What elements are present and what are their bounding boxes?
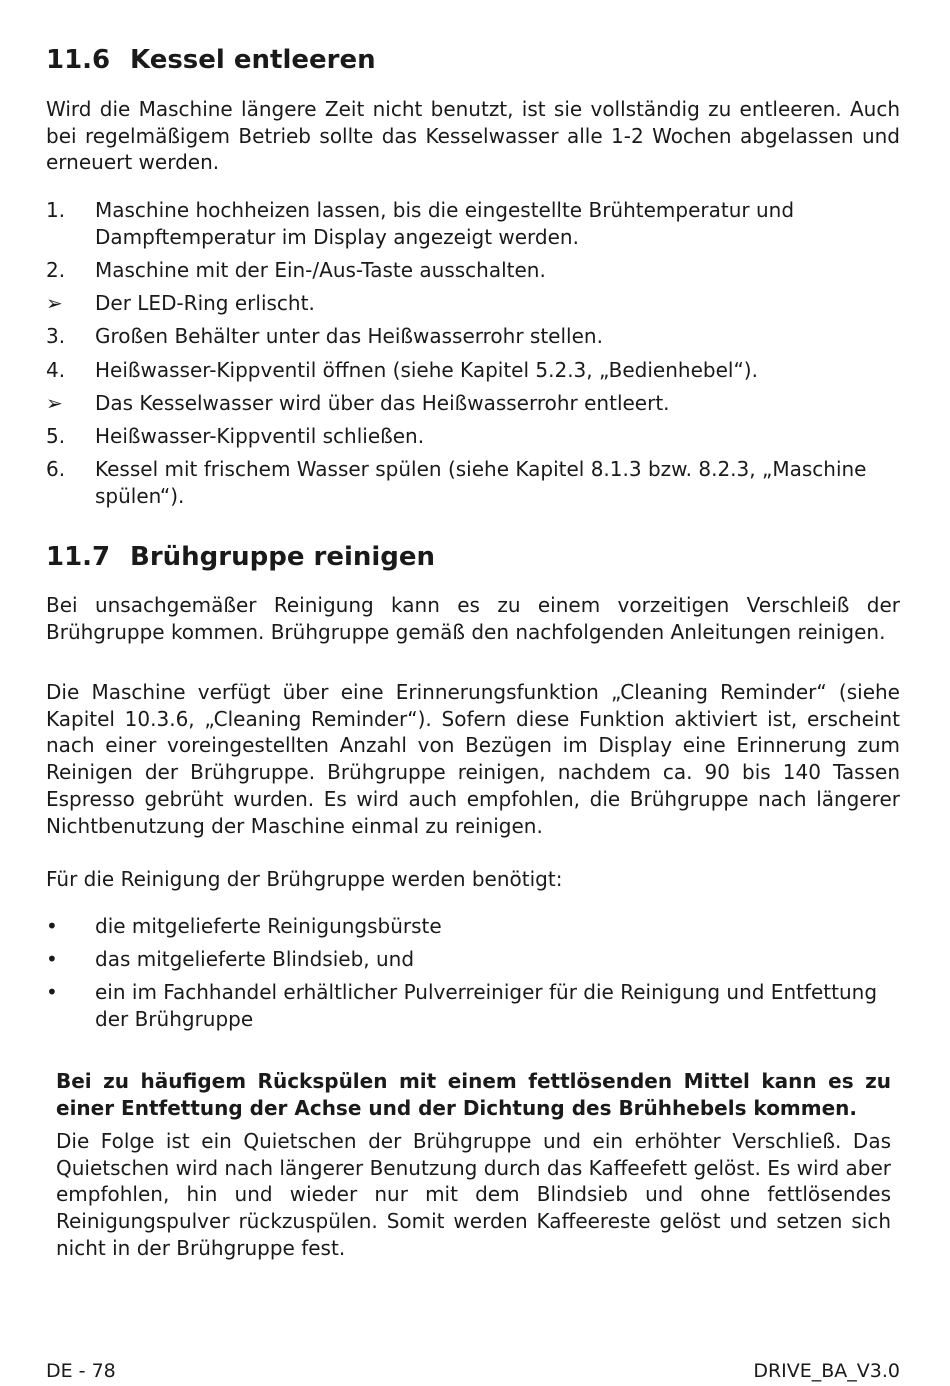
step-item <box>46 323 900 350</box>
list-marker: 2. <box>46 257 66 282</box>
step-item <box>46 290 900 317</box>
required-item <box>46 913 900 940</box>
warning-explanation-text: Die Folge ist ein Quietschen der Brühgruppe und ein erhöhter Verschließ. Das Quietschen wird nach längerer Benutzung durch das Kaffeefett gelöst. Es wird aber empfohlen, hin und wieder nur mit dem Blindsieb und ohne fettlösendes Reinigungspulver rückzuspülen. Somit werden Kaffeereste gelöst und setzen sich nicht in der Brühgruppe fest. <box>56 1129 891 1260</box>
required-items-list <box>46 913 900 1039</box>
step-item <box>46 390 900 417</box>
step-item <box>46 456 900 509</box>
list-item-text: Großen Behälter unter das Heißwasserrohr stellen. <box>95 324 603 349</box>
step-item <box>46 257 900 284</box>
list-marker: • <box>46 914 58 938</box>
footer-page-number: DE - 78 <box>46 1360 116 1382</box>
list-item-text: Maschine mit der Ein-/Aus-Taste ausschalten. <box>95 257 546 282</box>
list-marker: 1. <box>46 198 66 222</box>
step-item <box>46 197 900 250</box>
list-item-text: Heißwasser-Kippventil öffnen (siehe Kapitel 5.2.3, „Bedienhebel“). <box>95 357 758 382</box>
section-title: Kessel entleeren <box>130 45 376 75</box>
warning-bold-text: Bei zu häufigem Rückspülen mit einem fettlösenden Mittel kann es zu einer Entfettung der Achse und der Dichtung des Brühhebels kommen. <box>56 1069 891 1120</box>
required-item <box>46 979 900 1032</box>
list-item-text: die mitgelieferte Reinigungsbürste <box>95 914 442 938</box>
list-marker: 3. <box>46 324 66 349</box>
list-marker: 6. <box>46 457 66 482</box>
required-item <box>46 946 900 973</box>
list-marker: ➢ <box>46 390 63 415</box>
list-marker: • <box>46 980 58 1005</box>
section-heading-11-7 <box>46 542 435 572</box>
list-marker: • <box>46 947 58 972</box>
list-item-text: Das Kesselwasser wird über das Heißwasserrohr entleert. <box>95 390 670 415</box>
section-number: 11.6 <box>46 45 111 75</box>
list-marker: ➢ <box>46 291 63 316</box>
step-item <box>46 423 900 450</box>
intro-paragraph: Wird die Maschine längere Zeit nicht benutzt, ist sie vollständig zu entleeren. Auch bei regelmäßigem Betrieb sollte das Kesselwasser alle 1-2 Wochen abgelassen und erneuert werden. <box>46 97 900 175</box>
section-title: Brühgruppe reinigen <box>130 542 436 572</box>
list-marker: 5. <box>46 423 66 448</box>
list-item-text: Der LED-Ring erlischt. <box>95 291 315 316</box>
footer-document-id: DRIVE_BA_V3.0 <box>753 1360 900 1382</box>
section-heading-11-6 <box>46 45 376 75</box>
list-marker: 4. <box>46 357 66 382</box>
steps-list <box>46 197 900 516</box>
section-number: 11.7 <box>46 542 111 572</box>
step-item <box>46 357 900 384</box>
paragraph-improper-cleaning: Bei unsachgemäßer Reinigung kann es zu einem vorzeitigen Verschleiß der Brühgruppe kommen. Brühgruppe gemäß den nachfolgenden Anleitungen reinigen. <box>46 593 900 644</box>
list-item-text: Heißwasser-Kippventil schließen. <box>95 423 425 448</box>
list-item-text: das mitgelieferte Blindsieb, und <box>95 947 415 972</box>
paragraph-required-intro: Für die Reinigung der Brühgruppe werden benötigt: <box>46 867 563 891</box>
paragraph-cleaning-reminder: Die Maschine verfügt über eine Erinnerungsfunktion „Cleaning Reminder“ (siehe Kapitel 10.3.6, „Cleaning Reminder“). Sofern diese Funktion aktiviert ist, erscheint nach einer voreingestellten Anzahl von Bezügen im Display eine Erinnerung zum Reinigen der Brühgruppe. Brühgruppe reinigen, nachdem ca. 90 bis 140 Tassen Espresso gebrüht wurden. Es wird auch empfohlen, die Brühgruppe nach längerer Nichtbenutzung der Maschine einmal zu reinigen. <box>46 680 900 838</box>
list-item-text: Kessel mit frischem Wasser spülen (siehe Kapitel 8.1.3 bzw. 8.2.3, „Maschine spülen“). <box>95 457 867 508</box>
list-item-text: ein im Fachhandel erhältlicher Pulverreiniger für die Reinigung und Entfettung der Brühgruppe <box>95 980 878 1032</box>
list-item-text: Maschine hochheizen lassen, bis die eingestellte Brühtemperatur und Dampftemperatur im Display angezeigt werden. <box>95 198 795 249</box>
